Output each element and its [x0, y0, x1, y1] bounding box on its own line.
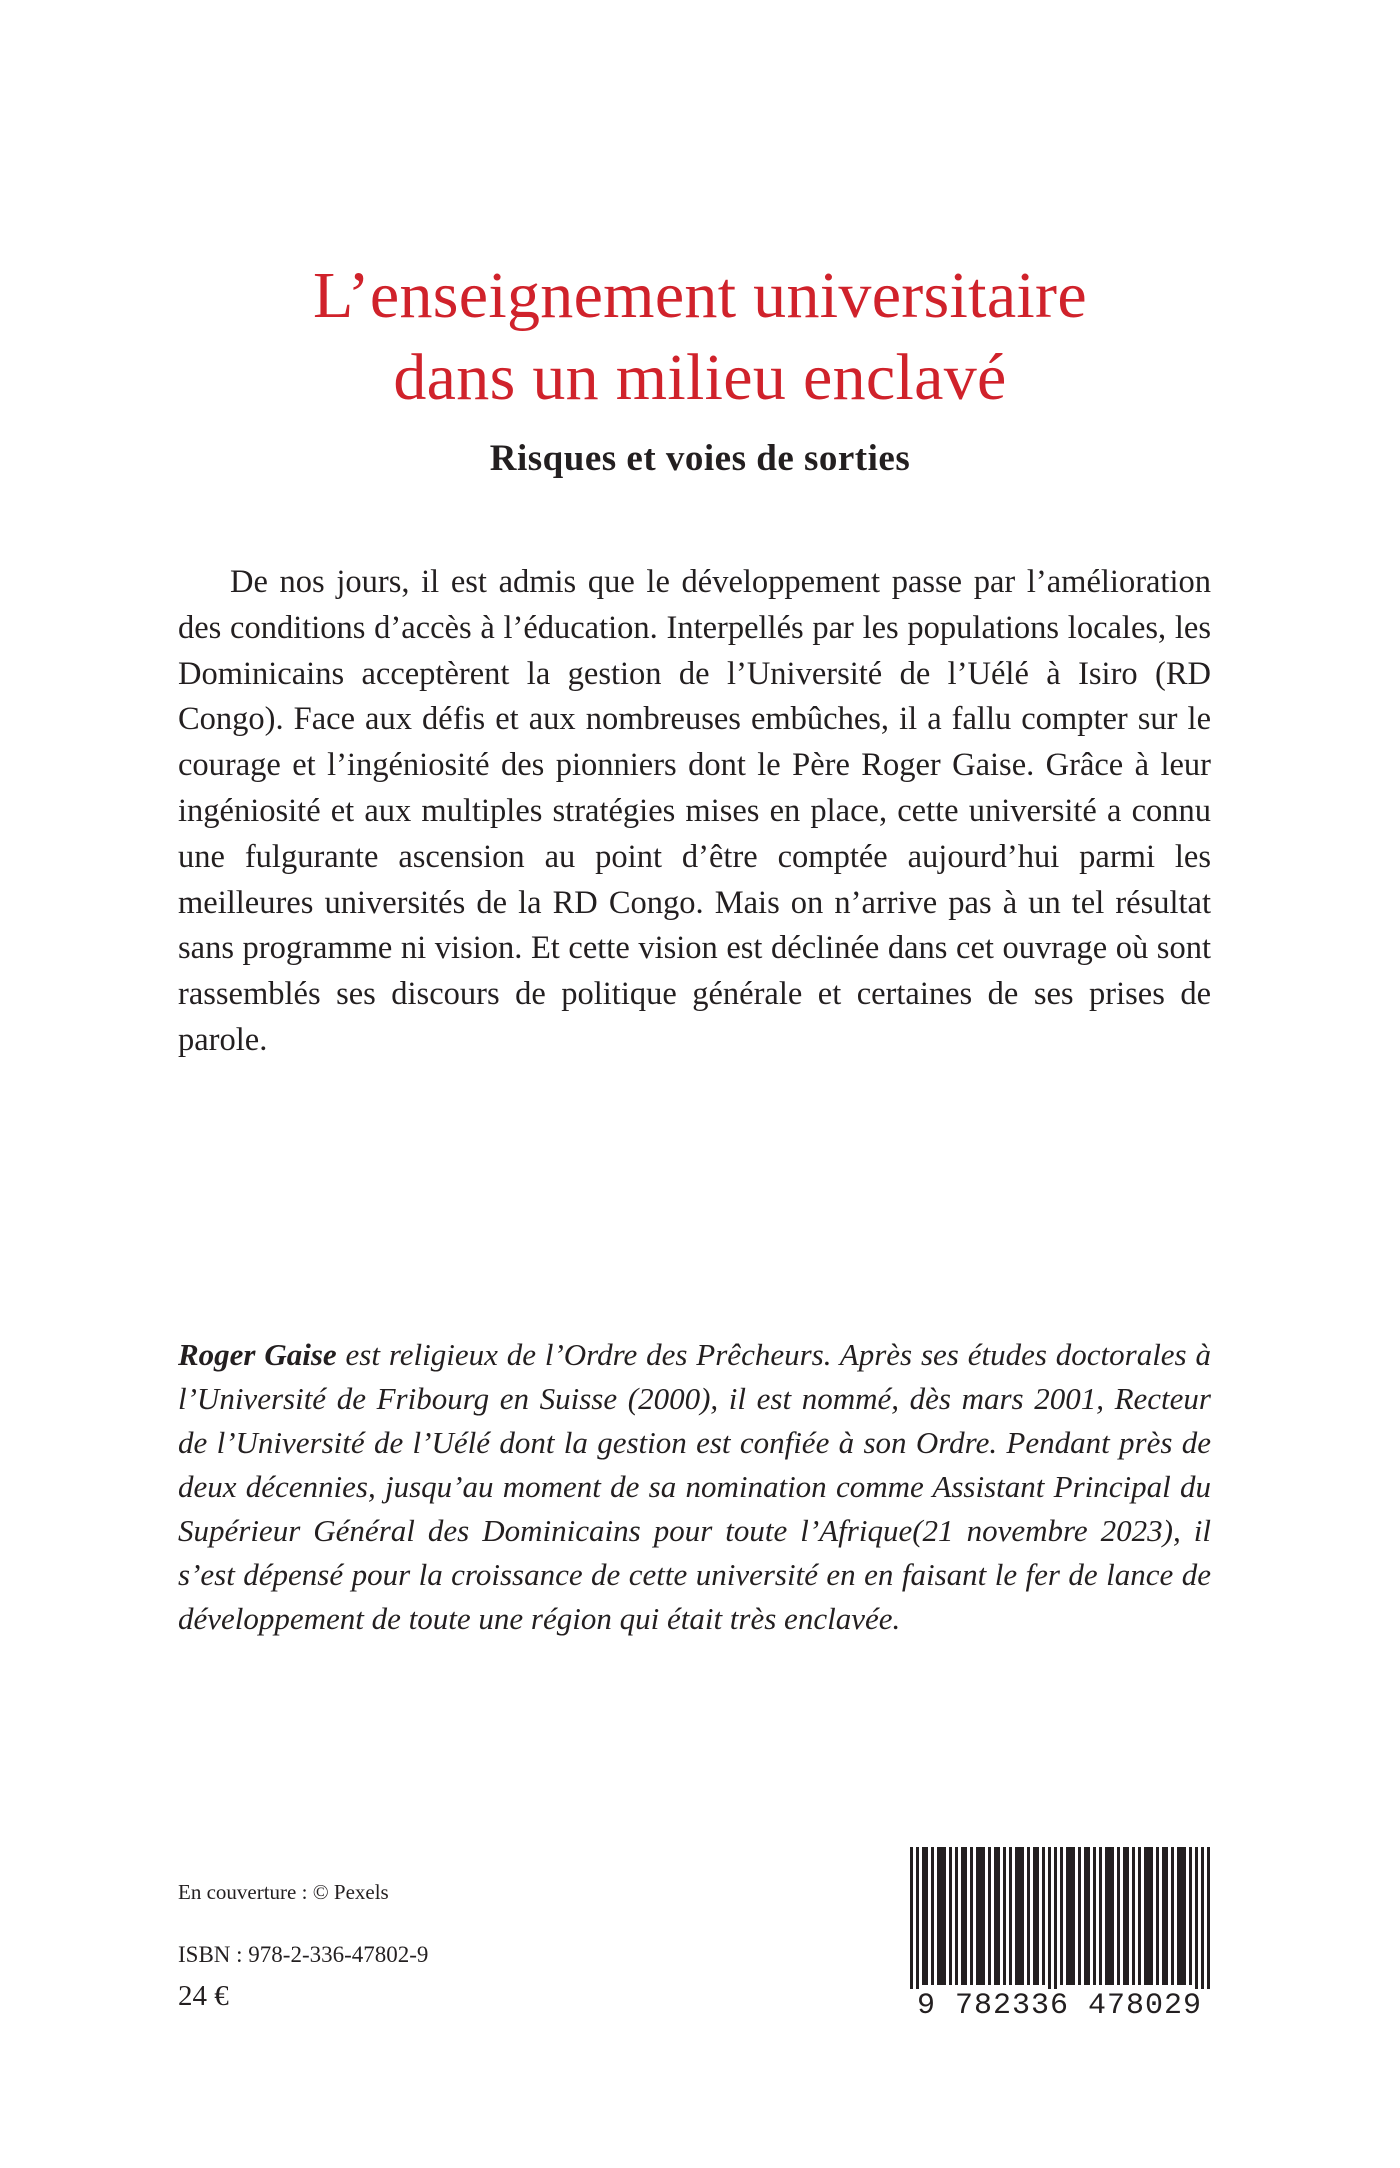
summary-paragraph: De nos jours, il est admis que le développement passe par l’amélioration des conditions d’accès à l’éducation. Interpellés par les populations locales, les Dominicains acceptèrent la gestion de l’Université de l’Uélé à Isiro (RD Congo). Face aux défis et aux nombreuses embûches, il a fallu compter sur le courage et l’ingéniosité des pionniers dont le Père Roger Gaise. Grâce à leur ingéniosité et aux multiples stratégies mises en place, cette université a connu une fulgurante ascension au point d’être comptée aujourd’hui parmi les meilleures universités de la RD Congo. Mais on n’arrive pas à un tel résultat sans programme ni vision. Et cette vision est déclinée dans cet ouvrage où sont rassemblés ses discours de politique générale et certaines de ses prises de parole.	[178, 564, 1211, 1058]
author-bio-text: est religieux de l’Ordre des Prêcheurs. Après ses études doctorales à l’Université de Fribourg en Suisse (2000), il est nommé, dès mars 2001, Recteur de l’Université de l’Uélé dont la gestion est confiée à son Ordre. Pendant près de deux décennies, jusqu’au moment de sa nomination comme Assistant Principal du Supérieur Général des Dominicains pour toute l’Afrique(21 novembre 2023), il s’est dépensé pour la croissance de cette université en en faisant le fer de lance de développement de toute une région qui était très enclavée.	[178, 1337, 1211, 1636]
isbn: ISBN : 978-2-336-47802-9	[178, 1942, 429, 1967]
barcode-number: 9 782336 478029	[908, 1989, 1211, 2023]
book-subtitle: Risques et voies de sorties	[489, 438, 911, 479]
author-bio	[178, 1333, 1211, 1641]
price: 24 €	[178, 1980, 229, 2012]
title-block	[0, 255, 1400, 480]
cover-credit: En couverture : © Pexels	[178, 1880, 389, 1904]
book-title-line-1: L’enseignement universitaire	[313, 259, 1087, 332]
barcode	[908, 1847, 1211, 2021]
book-title-line-2: dans un milieu enclavé	[393, 341, 1007, 414]
barcode-bars	[908, 1847, 1211, 1997]
author-name: Roger Gaise	[178, 1337, 337, 1372]
